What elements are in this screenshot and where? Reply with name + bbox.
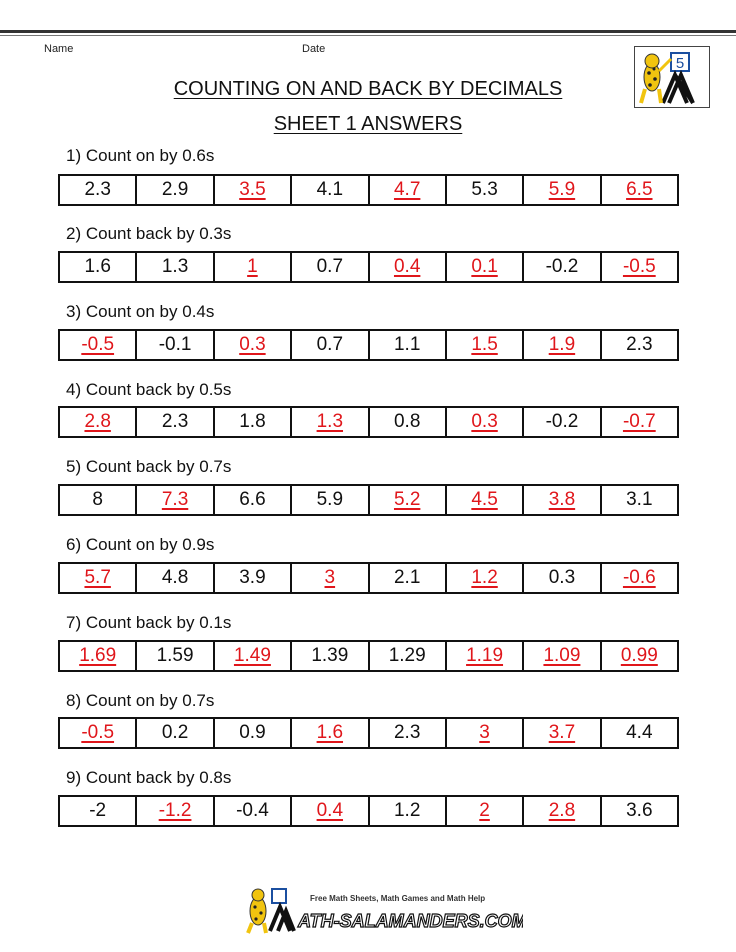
sequence-row-1 — [58, 174, 679, 206]
given-cell: 2.3 — [137, 408, 214, 436]
answer-cell: -0.6 — [622, 567, 656, 588]
given-cell: 0.7 — [292, 253, 369, 281]
answer-cell: -0.7 — [622, 411, 656, 432]
top-rule-thin — [0, 35, 736, 36]
answer-cell: 5.9 — [524, 176, 601, 204]
answer-cell: 3 — [447, 719, 524, 747]
sequence-row-5 — [58, 484, 679, 516]
given-cell: 1.39 — [292, 642, 369, 670]
answer-cell: 0.3 — [447, 408, 524, 436]
sequence-row-2 — [58, 251, 679, 283]
top-rule — [0, 30, 736, 33]
given-cell: 1.8 — [215, 408, 292, 436]
given-cell: -0.1 — [137, 331, 214, 359]
answer-cell: 4.5 — [447, 486, 524, 514]
date-label: Date — [302, 43, 326, 55]
given-cell: 0.8 — [370, 408, 447, 436]
given-cell: 5.9 — [292, 486, 369, 514]
sequence-row-9 — [58, 795, 679, 827]
answer-cell: 3.8 — [524, 486, 601, 514]
question-label-4: 4) Count back by 0.5s — [66, 380, 232, 399]
answer-cell: 3.5 — [215, 176, 292, 204]
given-cell: -2 — [60, 797, 137, 825]
answer-cell: 0.4 — [370, 253, 447, 281]
answer-cell: -0.5 — [60, 331, 137, 359]
answer-cell: -0.5 — [60, 719, 137, 747]
answer-cell: 0.3 — [215, 331, 292, 359]
question-label-5: 5) Count back by 0.7s — [66, 457, 232, 476]
question-label-8: 8) Count on by 0.7s — [66, 691, 215, 710]
answer-cell: 2.8 — [524, 797, 601, 825]
question-label-6: 6) Count on by 0.9s — [66, 535, 215, 554]
given-cell: 1.3 — [137, 253, 214, 281]
given-cell: -0.4 — [215, 797, 292, 825]
page-title: COUNTING ON AND BACK BY DECIMALS — [173, 78, 563, 100]
answer-cell: 5.7 — [60, 564, 137, 592]
given-cell: 4.1 — [292, 176, 369, 204]
badge-number: 5 — [675, 55, 685, 72]
answer-cell: -1.2 — [137, 797, 214, 825]
given-cell: 2.3 — [60, 176, 137, 204]
question-label-3: 3) Count on by 0.4s — [66, 302, 215, 321]
given-cell: 2.3 — [626, 334, 653, 355]
salamander-logo — [634, 46, 710, 108]
answer-cell: 1 — [215, 253, 292, 281]
given-cell: 4.4 — [626, 722, 653, 743]
given-cell: 2.9 — [137, 176, 214, 204]
answer-cell: 5.2 — [370, 486, 447, 514]
answer-cell: 3 — [292, 564, 369, 592]
answer-cell: 1.69 — [60, 642, 137, 670]
answer-cell: 1.6 — [292, 719, 369, 747]
answer-cell: 6.5 — [626, 179, 653, 200]
answer-cell: 2.8 — [60, 408, 137, 436]
answer-cell: 1.3 — [292, 408, 369, 436]
question-label-9: 9) Count back by 0.8s — [66, 768, 232, 787]
given-cell: 8 — [60, 486, 137, 514]
sequence-row-6 — [58, 562, 679, 594]
answer-cell: 0.1 — [447, 253, 524, 281]
given-cell: 2.3 — [370, 719, 447, 747]
answer-cell: 1.19 — [447, 642, 524, 670]
given-cell: 0.9 — [215, 719, 292, 747]
given-cell: 1.29 — [370, 642, 447, 670]
given-cell: 2.1 — [370, 564, 447, 592]
page-subtitle: SHEET 1 ANSWERS — [273, 113, 463, 135]
footer-site: ATH-SALAMANDERS.COM — [298, 911, 523, 931]
given-cell: 0.2 — [137, 719, 214, 747]
answer-cell: 1.09 — [524, 642, 601, 670]
answer-cell: -0.5 — [622, 256, 656, 277]
answer-cell: 1.49 — [215, 642, 292, 670]
given-cell: 1.59 — [137, 642, 214, 670]
answer-cell: 3.7 — [524, 719, 601, 747]
answer-cell: 7.3 — [137, 486, 214, 514]
given-cell: 0.7 — [292, 331, 369, 359]
footer-tagline: Free Math Sheets, Math Games and Math Help — [310, 894, 486, 903]
given-cell: 6.6 — [215, 486, 292, 514]
given-cell: 4.8 — [137, 564, 214, 592]
footer-logo — [238, 885, 523, 935]
given-cell: -0.2 — [524, 253, 601, 281]
sequence-row-8 — [58, 717, 679, 749]
sequence-row-4 — [58, 406, 679, 438]
sequence-row-3 — [58, 329, 679, 361]
given-cell: 1.1 — [370, 331, 447, 359]
answer-cell: 1.2 — [447, 564, 524, 592]
given-cell: 3.6 — [626, 800, 653, 821]
answer-cell: 4.7 — [370, 176, 447, 204]
answer-cell: 2 — [447, 797, 524, 825]
given-cell: 5.3 — [447, 176, 524, 204]
name-label: Name — [44, 43, 74, 55]
question-label-7: 7) Count back by 0.1s — [66, 613, 232, 632]
given-cell: 1.6 — [60, 253, 137, 281]
answer-cell: 0.4 — [292, 797, 369, 825]
given-cell: 0.3 — [524, 564, 601, 592]
answer-cell: 1.9 — [524, 331, 601, 359]
given-cell: 1.2 — [370, 797, 447, 825]
given-cell: 3.1 — [626, 489, 653, 510]
question-label-2: 2) Count back by 0.3s — [66, 224, 232, 243]
given-cell: -0.2 — [524, 408, 601, 436]
given-cell: 3.9 — [215, 564, 292, 592]
answer-cell: 1.5 — [447, 331, 524, 359]
sequence-row-7 — [58, 640, 679, 672]
answer-cell: 0.99 — [620, 645, 658, 666]
question-label-1: 1) Count on by 0.6s — [66, 146, 215, 165]
